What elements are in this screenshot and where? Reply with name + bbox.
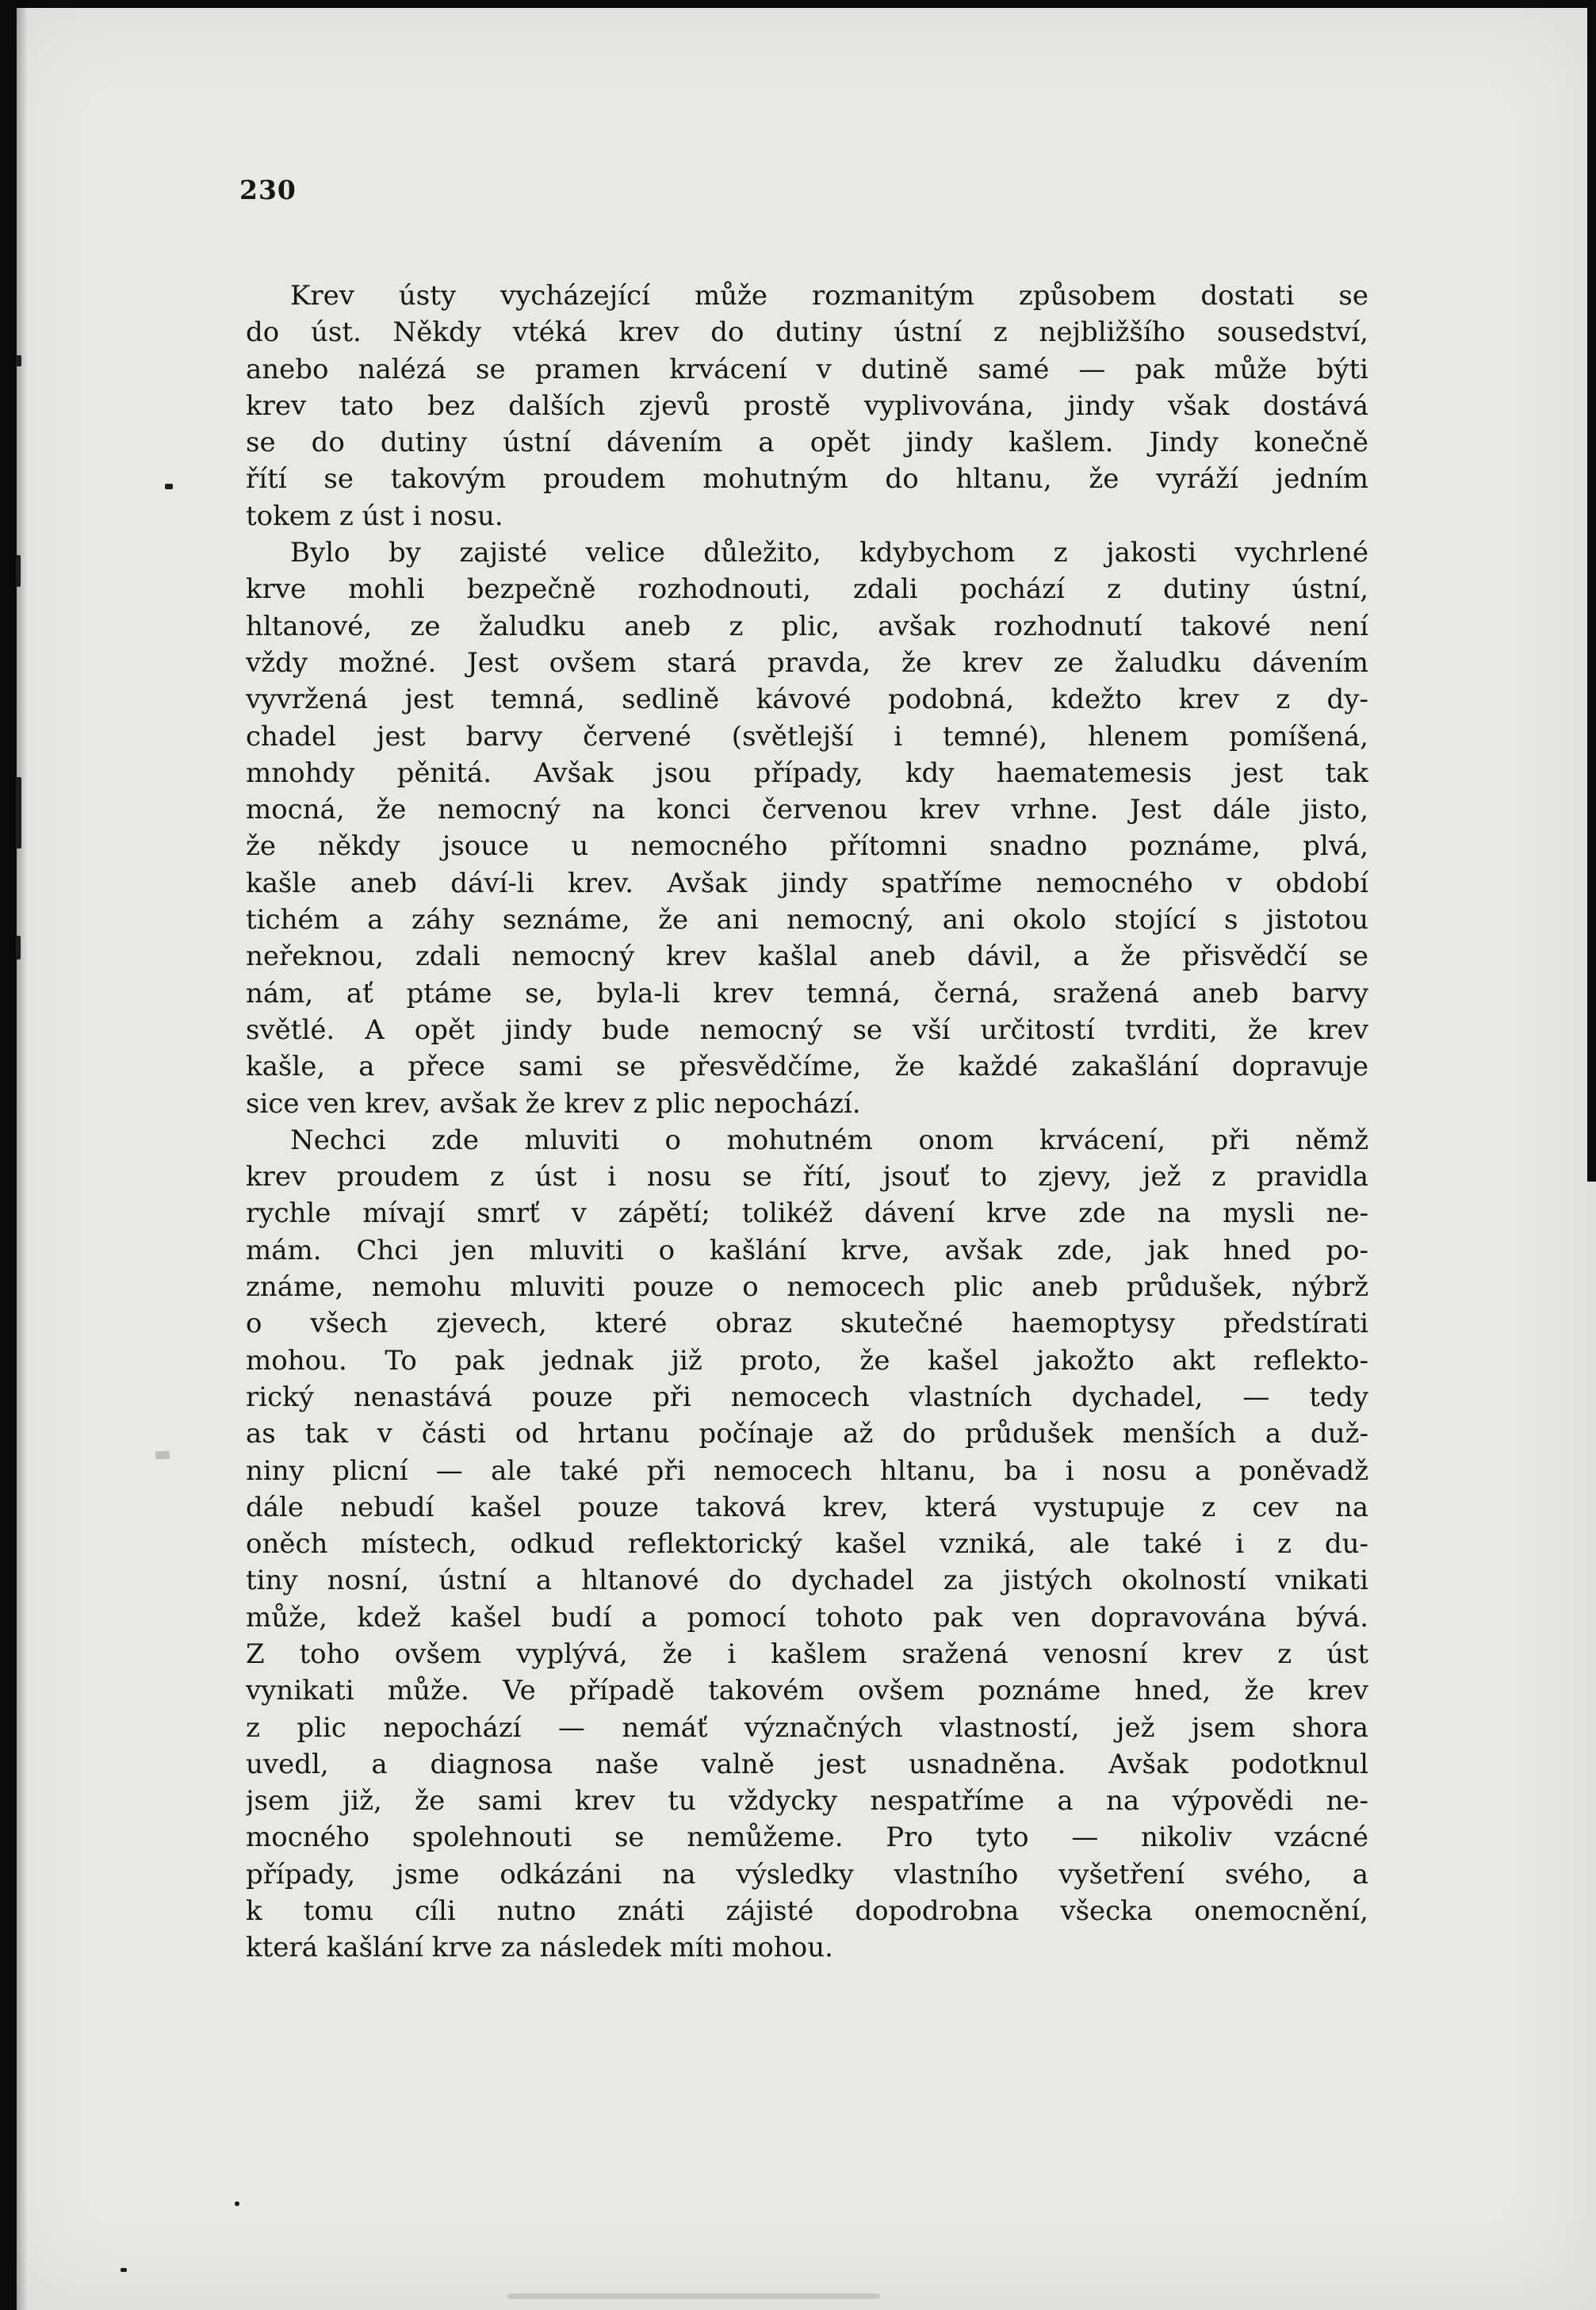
text-line: Z toho ovšem vyplývá, že i kašlem sražená venosní krev z úst: [246, 1638, 1368, 1670]
text-line: z plic nepochází — nemáť význačných vlastností, jež jsem shora: [246, 1711, 1368, 1744]
text-line: nám, ať ptáme se, byla-li krev temná, černá, sražená aneb barvy: [246, 977, 1368, 1009]
text-line: vynikati může. Ve případě takovém ovšem poznáme hned, že krev: [246, 1675, 1368, 1707]
text-line: oněch místech, odkud reflektorický kašel vzniká, ale také i z du-: [246, 1528, 1368, 1561]
text-line: mohou. To pak jednak již proto, že kašel jakožto akt reflekto-: [246, 1344, 1368, 1377]
scan-artifact: [235, 2201, 239, 2206]
scan-artifact: [165, 484, 173, 489]
scan-artifact: [16, 936, 21, 960]
text-line: se do dutiny ústní dávením a opět jindy kašlem. Jindy konečně: [246, 427, 1368, 459]
text-line: světlé. A opět jindy bude nemocný se vší určitostí tvrditi, že krev: [246, 1013, 1368, 1046]
text-line: niny plicní — ale také při nemocech hltanu, ba i nosu a poněvadž: [246, 1454, 1368, 1487]
text-line: mám. Chci jen mluviti o kašlání krve, avšak zde, jak hned po-: [246, 1234, 1368, 1266]
scan-artifact: [16, 555, 21, 587]
text-line: dále nebudí kašel pouze taková krev, která vystupuje z cev na: [246, 1491, 1368, 1523]
text-line: mocná, že nemocný na konci červenou krev vrhne. Jest dále jisto,: [246, 794, 1368, 826]
text-line: rychle mívají smrť v zápětí; tolikéž dávení krve zde na mysli ne-: [246, 1197, 1368, 1230]
text-line: o všech zjevech, které obraz skutečné haemoptysy předstírati: [246, 1308, 1368, 1340]
text-line: rický nenastává pouze při nemocech vlastních dychadel, — tedy: [246, 1381, 1368, 1413]
text-line: Nechci zde mluviti o mohutném onom krvácení, při němž: [290, 1124, 1368, 1156]
text-line: chadel jest barvy červené (světlejší i temné), hlenem pomíšená,: [246, 720, 1368, 753]
text-line: k tomu cíli nutno znáti zájisté dopodrobna všecka onemocnění,: [246, 1895, 1368, 1928]
text-line: tiny nosní, ústní a hltanové do dychadel za jistých okolností vnikati: [246, 1565, 1368, 1597]
text-line: jsem již, že sami krev tu vždycky nespatříme a na výpovědi ne-: [246, 1785, 1368, 1818]
text-line: vyvržená jest temná, sedlině kávové podobná, kdežto krev z dy-: [246, 684, 1368, 716]
text-line: Krev ústy vycházející může rozmanitým způsobem dostati se: [290, 280, 1368, 312]
text-line: tichém a záhy seznáme, že ani nemocný, ani okolo stojící s jistotou: [246, 904, 1368, 937]
text-line: známe, nemohu mluviti pouze o nemocech plic aneb průdušek, nýbrž: [246, 1271, 1368, 1304]
text-line: vždy možné. Jest ovšem stará pravda, že krev ze žaludku dávením: [246, 646, 1368, 679]
text-line: kašle, a přece sami se přesvědčíme, že každé zakašlání dopravuje: [246, 1051, 1368, 1083]
text-line: řítí se takovým proudem mohutným do hltanu, že vyráží jedním: [246, 463, 1368, 496]
text-line: mocného spolehnouti se nemůžeme. Pro tyto — nikoliv vzácné: [246, 1822, 1368, 1854]
scan-edge-shadow: [17, 0, 28, 2310]
text-line: do úst. Někdy vtéká krev do dutiny ústní z nejbližšího sousedství,: [246, 316, 1368, 349]
text-block: [246, 278, 1368, 1967]
text-line: tokem z úst i nosu.: [246, 500, 503, 532]
text-line: neřeknou, zdali nemocný krev kašlal aneb dávil, a že přisvědčí se: [246, 940, 1368, 973]
scan-artifact: [16, 777, 21, 849]
text-line: sice ven krev, avšak že krev z plic nepochází.: [246, 1087, 861, 1120]
text-line: může, kdež kašel budí a pomocí tohoto pak ven dopravována bývá.: [246, 1601, 1368, 1634]
text-line: hltanové, ze žaludku aneb z plic, avšak rozhodnutí takové není: [246, 610, 1368, 642]
text-line: Bylo by zajisté velice důležito, kdybychom z jakosti vychrlené: [290, 537, 1368, 569]
scan-border-right: [1587, 0, 1596, 1182]
text-line: as tak v části od hrtanu počínaje až do průdušek menších a duž-: [246, 1418, 1368, 1450]
scan-border-left: [0, 0, 17, 2310]
text-line: kašle aneb dáví-li krev. Avšak jindy spatříme nemocného v období: [246, 867, 1368, 899]
text-line: krev tato bez dalších zjevů prostě vyplivována, jindy však dostává: [246, 389, 1368, 422]
text-line: anebo nalézá se pramen krvácení v dutině samé — pak může býti: [246, 353, 1368, 385]
scan-artifact: [155, 1451, 170, 1459]
text-line: která kašlání krve za následek míti mohou.: [246, 1932, 833, 1964]
text-line: krev proudem z úst i nosu se řítí, jsouť to zjevy, jež z pravidla: [246, 1161, 1368, 1193]
scan-border-top: [0, 0, 1596, 8]
text-line: mnohdy pěnitá. Avšak jsou případy, kdy haematemesis jest tak: [246, 757, 1368, 789]
scan-artifact: [16, 355, 21, 366]
text-line: případy, jsme odkázáni na výsledky vlastního vyšetření svého, a: [246, 1858, 1368, 1891]
scan-smudge: [507, 2293, 880, 2299]
scan-artifact: [121, 2268, 127, 2272]
page-number: 230: [239, 174, 297, 205]
text-line: uvedl, a diagnosa naše valně jest usnadněna. Avšak podotknul: [246, 1748, 1368, 1780]
text-line: že někdy jsouce u nemocného přítomni snadno poznáme, plvá,: [246, 830, 1368, 863]
text-line: krve mohli bezpečně rozhodnouti, zdali pochází z dutiny ústní,: [246, 573, 1368, 606]
